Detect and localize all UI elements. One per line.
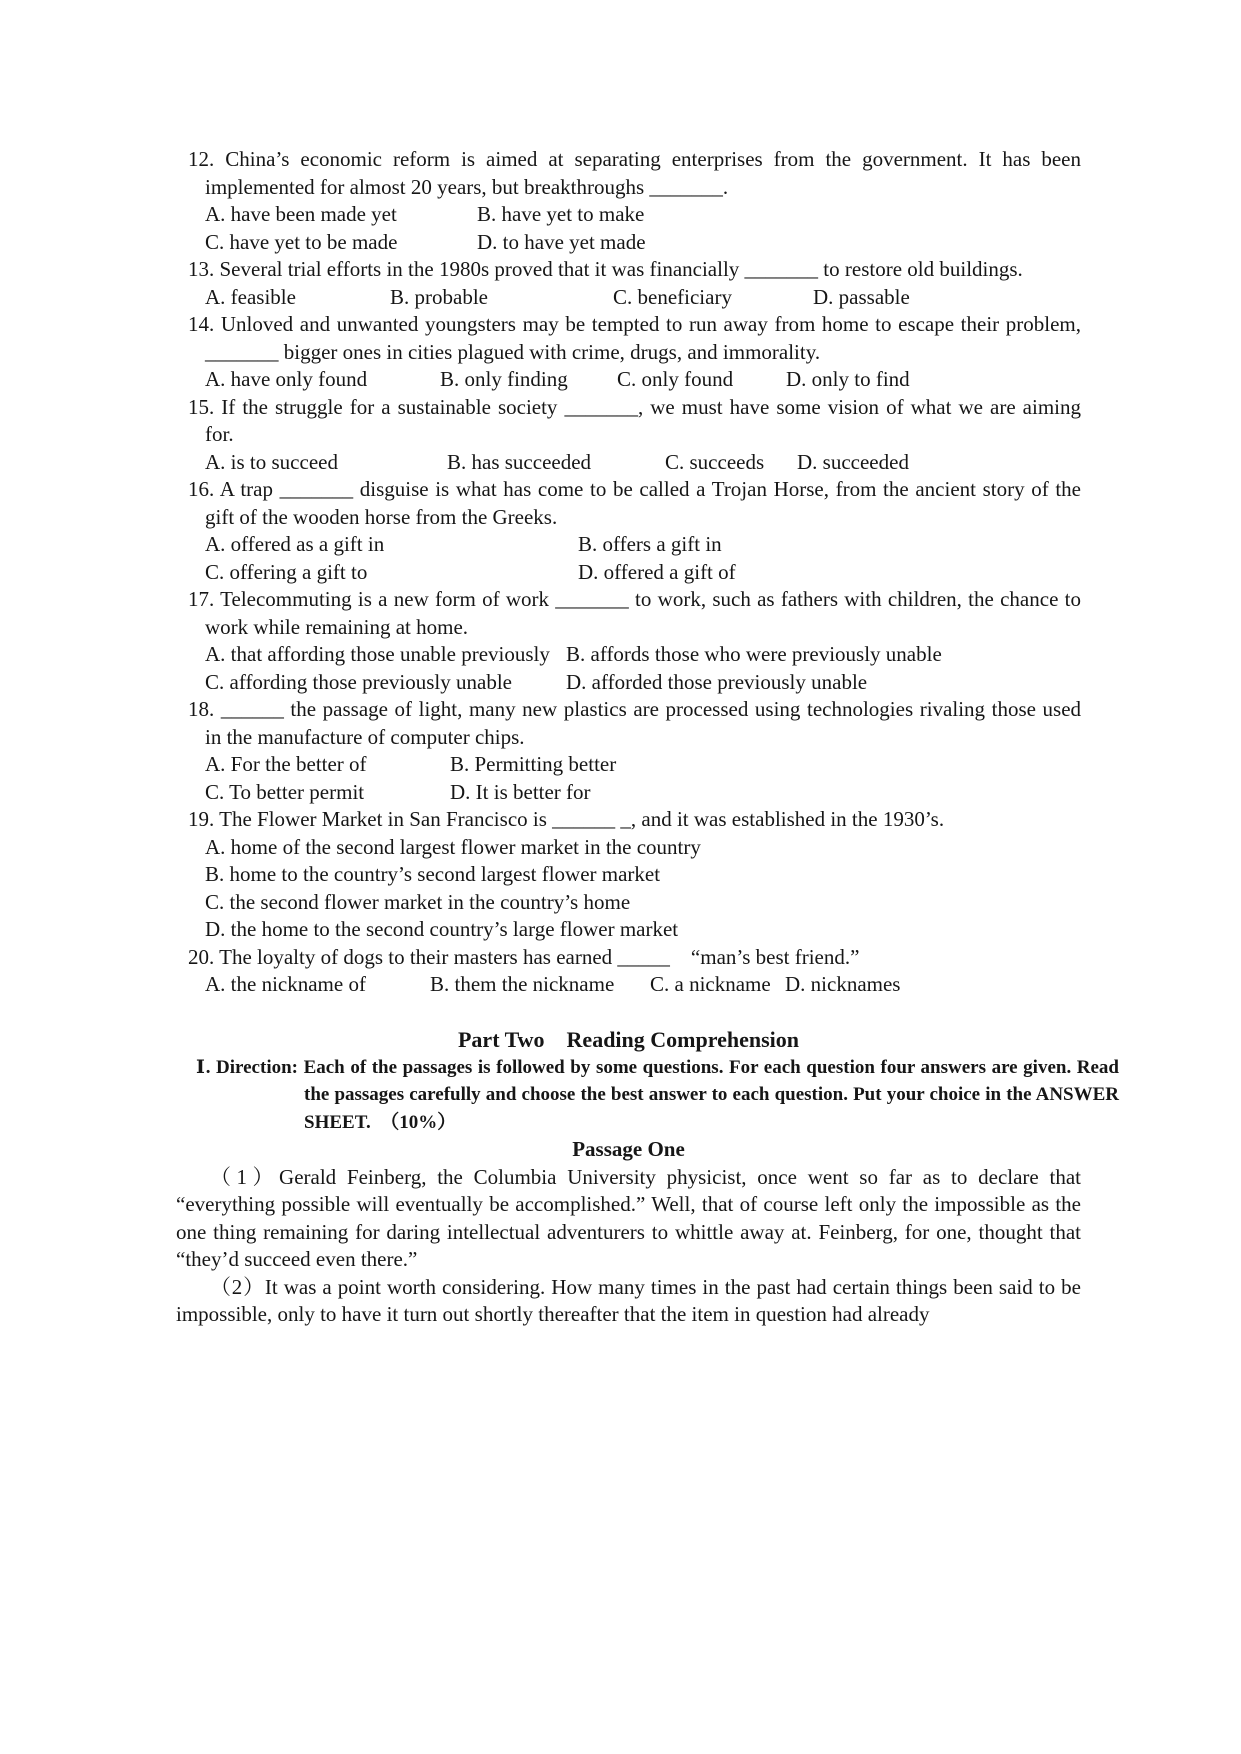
question-18-stem [176, 696, 1081, 751]
question-14-number: 14. [188, 312, 215, 336]
question-12-number: 12. [188, 147, 215, 171]
question-15-text: If the struggle for a sustainable society _______, we must have some vision of what we are aiming for. [205, 394, 1082, 446]
question-15-option-b: B. has succeeded [447, 449, 592, 474]
question-15-stem [176, 394, 1081, 449]
question-16-options-row-1 [205, 531, 1081, 559]
question-19-stem [176, 806, 1081, 834]
question-18-options-row-2 [205, 779, 1081, 807]
question-12 [176, 146, 1081, 256]
question-17-stem [176, 586, 1081, 641]
question-18-number: 18. [188, 697, 215, 721]
question-16 [176, 476, 1081, 586]
question-20-option-b: B. them the nickname [430, 972, 615, 996]
question-20-number: 20. [188, 944, 215, 969]
question-18-option-d: D. It is better for [450, 779, 591, 804]
question-14-option-d: D. only to find [786, 367, 910, 391]
question-17-options-row-2 [205, 669, 1081, 697]
question-19-option-c: C. the second flower market in the country’s home [205, 889, 631, 914]
question-16-number: 16. [188, 477, 215, 501]
question-17-text: Telecommuting is a new form of work _______ to work, such as fathers with children, the chance to work while remaining at home. [205, 587, 1081, 639]
question-18-option-a: A. For the better of [205, 752, 367, 776]
part-two-heading: Part Two Reading Comprehension [457, 1027, 800, 1052]
question-16-option-b: B. offers a gift in [578, 532, 722, 556]
question-18-text: ______ the passage of light, many new plastics are processed using technologies rivaling those used in the manufacture of computer chips. [205, 697, 1082, 749]
part-two-direction: Ⅰ. Direction: Each of the passages is followed by some questions. For each question four answers are given. Read the passages carefully and choose the best answer to each question. Put your choice in the ANSWER SHEET. （10%） [196, 1056, 1119, 1133]
question-16-option-d: D. offered a gift of [578, 559, 736, 584]
question-12-options-row-1 [205, 201, 1081, 229]
question-20-options-row [205, 971, 1081, 999]
question-15-option-c: C. succeeds [665, 449, 765, 474]
question-19-text: The Flower Market in San Francisco is ______ _, and it was established in the 1930’s. [219, 807, 945, 831]
question-12-option-c: C. have yet to be made [205, 229, 398, 254]
question-15 [176, 394, 1081, 477]
question-18-options-row-1 [205, 751, 1081, 779]
question-16-option-c: C. offering a gift to [205, 559, 368, 584]
question-14-option-b: B. only finding [440, 367, 568, 391]
question-20-option-c: C. a nickname [650, 972, 771, 996]
question-12-option-a: A. have been made yet [205, 202, 397, 226]
question-12-option-b: B. have yet to make [477, 202, 645, 226]
question-17-option-d: D. afforded those previously unable [566, 669, 868, 694]
question-12-stem [176, 146, 1081, 201]
question-20-text: The loyalty of dogs to their masters has earned _____ “man’s best friend.” [219, 944, 860, 969]
question-17-option-c: C. affording those previously unable [205, 669, 512, 694]
question-17-option-a: A. that affording those unable previously [205, 642, 550, 666]
question-14-option-c: C. only found [617, 367, 734, 391]
question-13-option-d: D. passable [813, 284, 910, 309]
question-13-option-a: A. feasible [205, 284, 296, 309]
question-18 [176, 696, 1081, 806]
passage-one-paragraph-1: （1）Gerald Feinberg, the Columbia University physicist, once went so far as to declare that “everything possible will eventually be accomplished.” Well, that of course left only the impossible as the one thing remaining for daring intellectual adventurers to whittle away at. Feinberg, for one, thought that “they’d succeed even there.” [176, 1164, 1081, 1271]
question-18-option-b: B. Permitting better [450, 752, 617, 776]
question-13-text: Several trial efforts in the 1980s proved that it was financially _______ to restore old buildings. [219, 257, 1023, 281]
question-14-option-a: A. have only found [205, 367, 368, 391]
question-20 [176, 944, 1081, 999]
passage-one-heading: Passage One [572, 1137, 685, 1161]
question-13 [176, 256, 1081, 311]
question-12-options-row-2 [205, 229, 1081, 257]
question-15-number: 15. [188, 394, 215, 419]
question-20-stem [176, 944, 1081, 972]
question-19 [176, 806, 1081, 944]
question-15-option-d: D. succeeded [797, 449, 909, 474]
question-14-text: Unloved and unwanted youngsters may be tempted to run away from home to escape their problem, _______ bigger ones in cities plagued with crime, drugs, and immorality. [205, 312, 1081, 364]
question-19-number: 19. [188, 807, 215, 831]
question-13-stem [176, 256, 1081, 284]
question-13-options-row [205, 284, 1081, 312]
question-14-stem [176, 311, 1081, 366]
question-12-option-d: D. to have yet made [477, 229, 646, 254]
question-20-option-d: D. nicknames [785, 972, 901, 996]
question-13-option-b: B. probable [390, 284, 488, 309]
question-16-text: A trap _______ disguise is what has come to be called a Trojan Horse, from the ancient story of the gift of the wooden horse from the Greeks. [205, 477, 1081, 529]
question-16-option-a: A. offered as a gift in [205, 532, 385, 556]
question-17-options-row-1 [205, 641, 1081, 669]
question-20-option-a: A. the nickname of [205, 972, 366, 996]
question-14 [176, 311, 1081, 394]
question-15-options-row [205, 449, 1081, 477]
question-19-option-b: B. home to the country’s second largest flower market [205, 862, 661, 886]
question-18-option-c: C. To better permit [205, 779, 365, 804]
question-17 [176, 586, 1081, 696]
question-12-text: China’s economic reform is aimed at separating enterprises from the government. It has been implemented for almost 20 years, but breakthroughs _______. [205, 147, 1082, 199]
question-15-option-a: A. is to succeed [205, 449, 338, 474]
question-16-options-row-2 [205, 559, 1081, 587]
question-19-option-d: D. the home to the second country’s large flower market [205, 917, 679, 941]
question-19-options-list [205, 834, 1081, 944]
question-13-option-c: C. beneficiary [613, 284, 732, 309]
question-16-stem [176, 476, 1081, 531]
question-17-option-b: B. affords those who were previously unable [566, 642, 942, 666]
passage-one-paragraph-2: （2）It was a point worth considering. How many times in the past had certain things been said to be impossible, only to have it turn out shortly thereafter that the item in question had already [176, 1274, 1081, 1326]
question-17-number: 17. [188, 587, 215, 611]
question-19-option-a: A. home of the second largest flower market in the country [205, 834, 701, 859]
question-14-options-row [205, 366, 1081, 394]
question-13-number: 13. [188, 257, 215, 281]
